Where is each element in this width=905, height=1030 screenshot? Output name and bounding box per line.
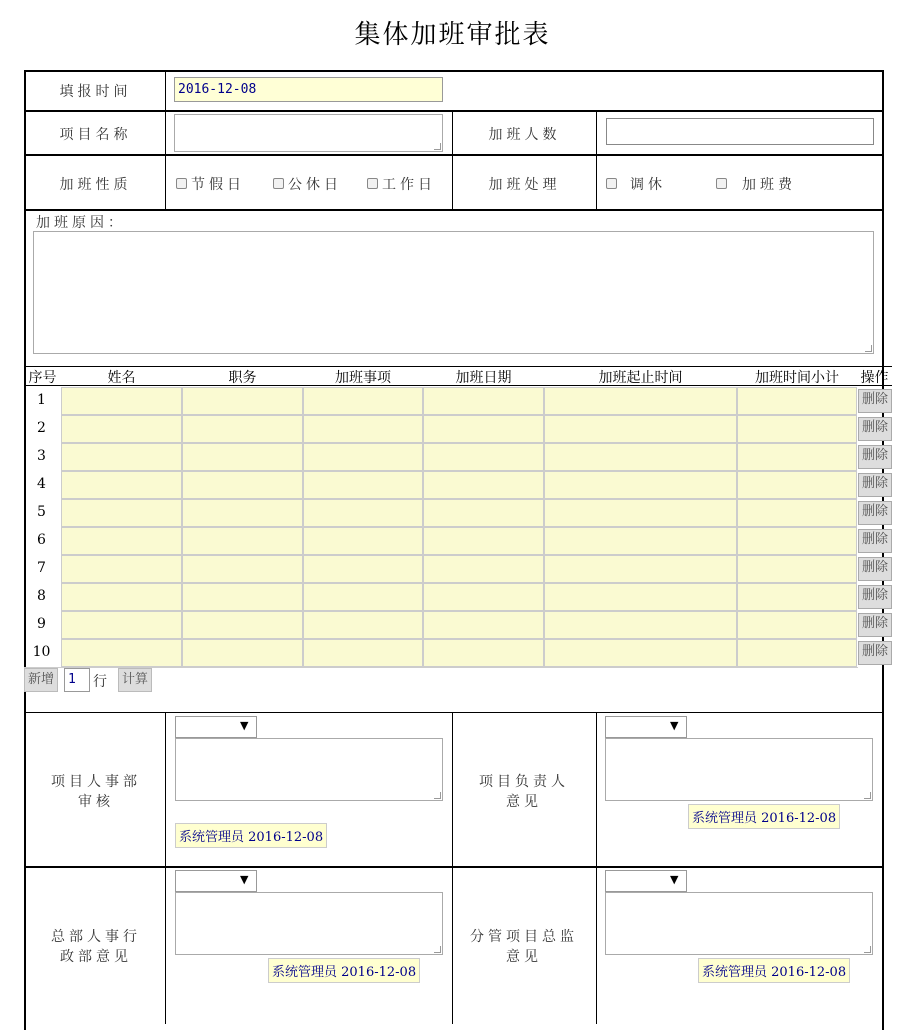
row-item-input[interactable] (303, 415, 423, 443)
row-name-input[interactable] (61, 471, 182, 499)
holiday-checkbox[interactable] (176, 178, 187, 189)
row-date-input[interactable] (423, 415, 544, 443)
row-index: 8 (37, 588, 46, 604)
row-name-input[interactable] (61, 387, 182, 415)
row-index: 1 (37, 392, 46, 408)
row-date-input[interactable] (423, 387, 544, 415)
delete-row-button[interactable]: 删除 (858, 613, 892, 637)
ot-count-input[interactable] (606, 118, 874, 145)
add-row-count-input[interactable]: 1 (64, 668, 90, 692)
grid-header-position: 职务 (228, 370, 257, 386)
hq-approval-select[interactable] (175, 870, 257, 892)
project-name-input[interactable] (174, 114, 443, 152)
row-period-input[interactable] (544, 639, 737, 667)
chevron-down-icon: ▼ (240, 719, 249, 732)
chevron-down-icon: ▼ (670, 873, 679, 886)
row-subtotal-input[interactable] (737, 583, 857, 611)
director-approval-select[interactable] (605, 870, 687, 892)
hq-approval-textarea[interactable] (175, 892, 443, 955)
delete-row-button[interactable]: 删除 (858, 585, 892, 609)
pm-approval-signature: 系统管理员 2016-12-08 (688, 804, 840, 829)
row-date-input[interactable] (423, 471, 544, 499)
row-name-input[interactable] (61, 639, 182, 667)
row-item-input[interactable] (303, 499, 423, 527)
row-period-input[interactable] (544, 471, 737, 499)
row-item-input[interactable] (303, 443, 423, 471)
row-item-input[interactable] (303, 387, 423, 415)
ot-pay-option-label: 加班费 (742, 177, 796, 193)
grid-header-action: 操作 (860, 370, 889, 386)
row-divider (24, 110, 884, 112)
row-period-input[interactable] (544, 415, 737, 443)
row-position-input[interactable] (182, 499, 303, 527)
row-period-input[interactable] (544, 527, 737, 555)
row-subtotal-input[interactable] (737, 387, 857, 415)
ot-count-label: 加班人数 (488, 127, 561, 143)
row-divider (24, 712, 884, 713)
add-row-button[interactable]: 新增 (24, 668, 58, 692)
rest-day-option-label: 公休日 (288, 177, 342, 193)
col-divider (596, 110, 597, 210)
row-index: 4 (37, 476, 46, 492)
row-date-input[interactable] (423, 555, 544, 583)
row-divider (24, 209, 884, 211)
hr-approval-signature: 系统管理员 2016-12-08 (175, 823, 327, 848)
hq-approval-signature: 系统管理员 2016-12-08 (268, 958, 420, 983)
reason-label: 加班原因： (36, 215, 126, 231)
row-item-input[interactable] (303, 639, 423, 667)
row-item-input[interactable] (303, 471, 423, 499)
hr-approval-select[interactable] (175, 716, 257, 738)
row-date-input[interactable] (423, 499, 544, 527)
row-subtotal-input[interactable] (737, 471, 857, 499)
holiday-option-label: 节假日 (191, 177, 245, 193)
row-index: 9 (37, 616, 46, 632)
row-subtotal-input[interactable] (737, 415, 857, 443)
grid-header-name: 姓名 (107, 370, 136, 386)
ot-nature-label: 加班性质 (59, 177, 132, 193)
row-position-input[interactable] (182, 527, 303, 555)
hq-approval-label: 总部人事行政部意见 (51, 929, 141, 965)
row-name-input[interactable] (61, 583, 182, 611)
director-approval-textarea[interactable] (605, 892, 873, 955)
row-index: 6 (37, 532, 46, 548)
chevron-down-icon: ▼ (240, 873, 249, 886)
grid-header-index: 序号 (28, 370, 57, 386)
row-name-input[interactable] (61, 443, 182, 471)
row-index: 10 (32, 644, 51, 660)
row-index: 5 (37, 504, 46, 520)
time-off-checkbox[interactable] (606, 178, 617, 189)
row-divider (24, 154, 884, 156)
delete-row-button[interactable]: 删除 (858, 473, 892, 497)
hr-approval-label: 项目人事部审核 (51, 774, 141, 810)
chevron-down-icon: ▼ (670, 719, 679, 732)
row-subtotal-input[interactable] (737, 527, 857, 555)
pm-approval-textarea[interactable] (605, 738, 873, 801)
row-date-input[interactable] (423, 639, 544, 667)
grid-header-item: 加班事项 (335, 370, 391, 386)
row-item-input[interactable] (303, 583, 423, 611)
row-name-input[interactable] (61, 415, 182, 443)
row-position-input[interactable] (182, 611, 303, 639)
delete-row-button[interactable]: 删除 (858, 417, 892, 441)
row-period-input[interactable] (544, 443, 737, 471)
delete-row-button[interactable]: 删除 (858, 557, 892, 581)
delete-row-button[interactable]: 删除 (858, 641, 892, 665)
row-index: 7 (37, 560, 46, 576)
row-date-input[interactable] (423, 611, 544, 639)
delete-row-button[interactable]: 删除 (858, 389, 892, 413)
row-item-input[interactable] (303, 527, 423, 555)
row-divider (24, 866, 884, 868)
row-position-input[interactable] (182, 639, 303, 667)
col-divider (452, 712, 453, 1024)
workday-option-label: 工作日 (382, 177, 436, 193)
col-divider (165, 70, 166, 210)
col-divider (596, 712, 597, 1024)
row-unit-label: 行 (93, 674, 111, 690)
pm-approval-label: 项目负责人意见 (479, 774, 569, 810)
fill-time-input[interactable]: 2016-12-08 (174, 77, 443, 102)
calculate-button[interactable]: 计算 (118, 668, 152, 692)
row-position-input[interactable] (182, 471, 303, 499)
project-name-label: 项目名称 (59, 127, 132, 143)
row-position-input[interactable] (182, 443, 303, 471)
row-date-input[interactable] (423, 583, 544, 611)
ot-handle-label: 加班处理 (488, 177, 561, 193)
row-item-input[interactable] (303, 555, 423, 583)
col-divider (165, 712, 166, 1024)
row-subtotal-input[interactable] (737, 555, 857, 583)
row-subtotal-input[interactable] (737, 499, 857, 527)
time-off-option-label: 调休 (630, 177, 666, 193)
row-index: 3 (37, 448, 46, 464)
row-period-input[interactable] (544, 583, 737, 611)
ot-pay-checkbox[interactable] (716, 178, 727, 189)
row-period-input[interactable] (544, 499, 737, 527)
grid-header-period: 加班起止时间 (598, 370, 683, 386)
row-subtotal-input[interactable] (737, 639, 857, 667)
director-approval-label: 分管项目总监意见 (470, 929, 578, 965)
row-name-input[interactable] (61, 555, 182, 583)
grid-header-date: 加班日期 (455, 370, 512, 386)
hr-approval-textarea[interactable] (175, 738, 443, 801)
row-position-input[interactable] (182, 387, 303, 415)
row-name-input[interactable] (61, 527, 182, 555)
page-title: 集体加班审批表 (354, 20, 551, 50)
row-date-input[interactable] (423, 443, 544, 471)
row-period-input[interactable] (544, 555, 737, 583)
fill-time-label: 填报时间 (59, 84, 132, 100)
row-name-input[interactable] (61, 611, 182, 639)
delete-row-button[interactable]: 删除 (858, 445, 892, 469)
pm-approval-select[interactable] (605, 716, 687, 738)
row-position-input[interactable] (182, 415, 303, 443)
row-period-input[interactable] (544, 611, 737, 639)
row-date-input[interactable] (423, 527, 544, 555)
row-position-input[interactable] (182, 555, 303, 583)
row-position-input[interactable] (182, 583, 303, 611)
row-name-input[interactable] (61, 499, 182, 527)
row-subtotal-input[interactable] (737, 443, 857, 471)
row-subtotal-input[interactable] (737, 611, 857, 639)
rest-day-checkbox[interactable] (273, 178, 284, 189)
workday-checkbox[interactable] (367, 178, 378, 189)
delete-row-button[interactable]: 删除 (858, 501, 892, 525)
grid-header-subtotal: 加班时间小计 (755, 370, 839, 386)
row-period-input[interactable] (544, 387, 737, 415)
row-item-input[interactable] (303, 611, 423, 639)
director-approval-signature: 系统管理员 2016-12-08 (698, 958, 850, 983)
delete-row-button[interactable]: 删除 (858, 529, 892, 553)
row-index: 2 (37, 420, 46, 436)
reason-textarea[interactable] (33, 231, 874, 354)
